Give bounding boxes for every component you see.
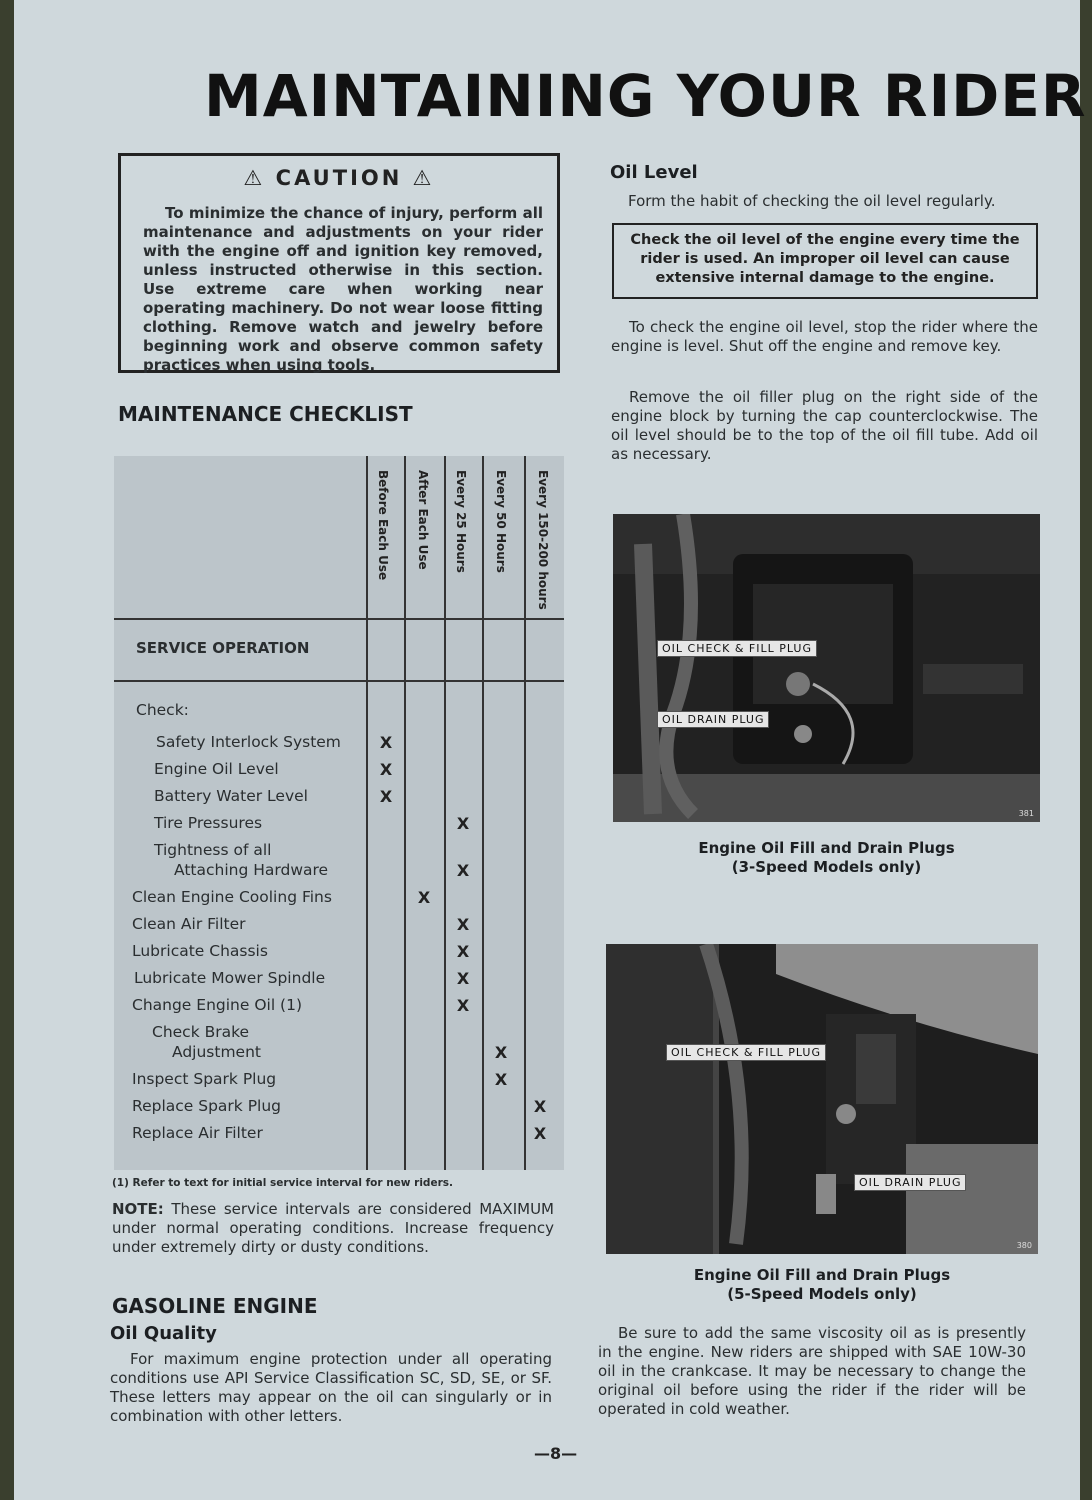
row-mark: X [494,1070,508,1089]
caption-line1: Engine Oil Fill and Drain Plugs [693,1266,951,1284]
row-label: Replace Spark Plug [132,1097,282,1115]
oil-level-para2: Remove the oil filler plug on the right side of the engine block by turning the cap counterclockwise. The oil level should be to the top of the oil fill tube. Add oil as necessary. [611,388,1038,463]
tag-oil-check-fill-plug: OIL CHECK & FILL PLUG [666,1044,826,1061]
page-title: MAINTAINING YOUR RIDER [204,62,1087,130]
row-mark: X [379,787,393,806]
row-label: Lubricate Chassis [132,942,268,960]
column-before-each-use: Before Each Use [376,470,390,581]
column-every-150-200-hours: Every 150-200 hours [536,470,550,610]
row-label: Safety Interlock System [156,733,341,751]
photo-number: 380 [1016,1241,1032,1250]
row-mark: X [456,915,470,934]
row-mark: X [533,1124,547,1143]
column-every-50-hours: Every 50 Hours [494,470,508,573]
row-mark: X [417,888,431,907]
checklist-footnote: (1) Refer to text for initial service interval for new riders. [112,1177,453,1189]
row-mark: X [533,1097,547,1116]
row-label: Replace Air Filter [132,1124,263,1142]
row-mark: X [456,969,470,988]
row-mark: X [494,1043,508,1062]
row-label: Engine Oil Level [154,760,279,778]
row-label: Clean Engine Cooling Fins [132,888,332,906]
row-label: Check Brake [152,1023,250,1041]
engine-image [606,944,1038,1254]
row-label: Inspect Spark Plug [132,1070,277,1088]
viscosity-text: Be sure to add the same viscosity oil as is presently in the engine. New riders are shipped with SAE 10W-30 oil in the crankcase. It may be necessary to change the original oil before using the rider if the rider will be operated in cold weather. [598,1324,1026,1418]
row-label-continued: Attaching Hardware [174,861,329,879]
service-operation-label: SERVICE OPERATION [136,639,310,657]
row-label-continued: Adjustment [172,1043,261,1061]
checklist-heading: MAINTENANCE CHECKLIST [118,402,413,426]
manual-page [14,0,1087,1500]
note-text: These service intervals are considered MAXIMUM under normal operating conditions. Increase frequency under extremely dirty or dusty conditions. [112,1200,554,1256]
row-mark: X [456,996,470,1015]
row-mark: X [456,861,470,880]
row-label: Lubricate Mower Spindle [134,969,326,987]
oil-level-intro: Form the habit of checking the oil level regularly. [628,192,996,210]
photo2-caption [606,1266,1038,1304]
row-label: Battery Water Level [154,787,308,805]
tag-oil-check-fill-plug: OIL CHECK & FILL PLUG [657,640,817,657]
tag-oil-drain-plug: OIL DRAIN PLUG [657,711,769,728]
engine-photo-3-speed [613,514,1040,822]
row-label: Change Engine Oil (1) [132,996,303,1014]
caution-heading: ⚠ CAUTION ⚠ [243,166,435,190]
row-mark: X [456,814,470,833]
gasoline-engine-heading: GASOLINE ENGINE [112,1294,318,1318]
row-label: Tire Pressures [154,814,263,832]
row-label: Clean Air Filter [132,915,246,933]
engine-image [613,514,1040,822]
row-label: Tightness of all [154,841,272,859]
oil-level-warning-box: Check the oil level of the engine every time the rider is used. An improper oil level can cause extensive internal damage to the engine. [612,223,1038,299]
engine-photo-5-speed [606,944,1038,1254]
row-mark: X [379,733,393,752]
oil-quality-heading: Oil Quality [110,1323,217,1344]
oil-quality-text: For maximum engine protection under all operating conditions use API Service Classification SC, SD, SE, or SF. These letters may appear on the oil can singularly or in combination with other letters. [110,1350,552,1425]
check-label: Check: [136,701,189,719]
column-after-each-use: After Each Use [416,470,430,570]
caution-box [118,153,560,373]
tag-oil-drain-plug: OIL DRAIN PLUG [854,1174,966,1191]
maintenance-checklist-table [114,456,564,1170]
caution-text: To minimize the chance of injury, perform all maintenance and adjustments on your rider with the engine off and ignition key removed, unless instructed otherwise in this section. Use extreme care when working near operating machinery. Do not wear loose fitting clothing. Remove watch and jewelry before beginning work and observe common safety practices when using tools. [143,204,543,374]
checklist-note [112,1200,554,1257]
oil-level-para1: To check the engine oil level, stop the rider where the engine is level. Shut off the engine and remove key. [611,318,1038,355]
page-number: —8— [534,1444,578,1463]
row-mark: X [456,942,470,961]
row-mark: X [379,760,393,779]
column-every-25-hours: Every 25 Hours [454,470,468,573]
photo-number: 381 [1018,809,1034,818]
caption-line1: Engine Oil Fill and Drain Plugs [698,839,955,857]
note-label: NOTE: [112,1200,164,1218]
oil-level-heading: Oil Level [610,162,698,183]
caption-line2: (5-Speed Models only) [727,1285,917,1303]
photo1-caption [613,839,1040,877]
caption-line2: (3-Speed Models only) [731,858,922,876]
